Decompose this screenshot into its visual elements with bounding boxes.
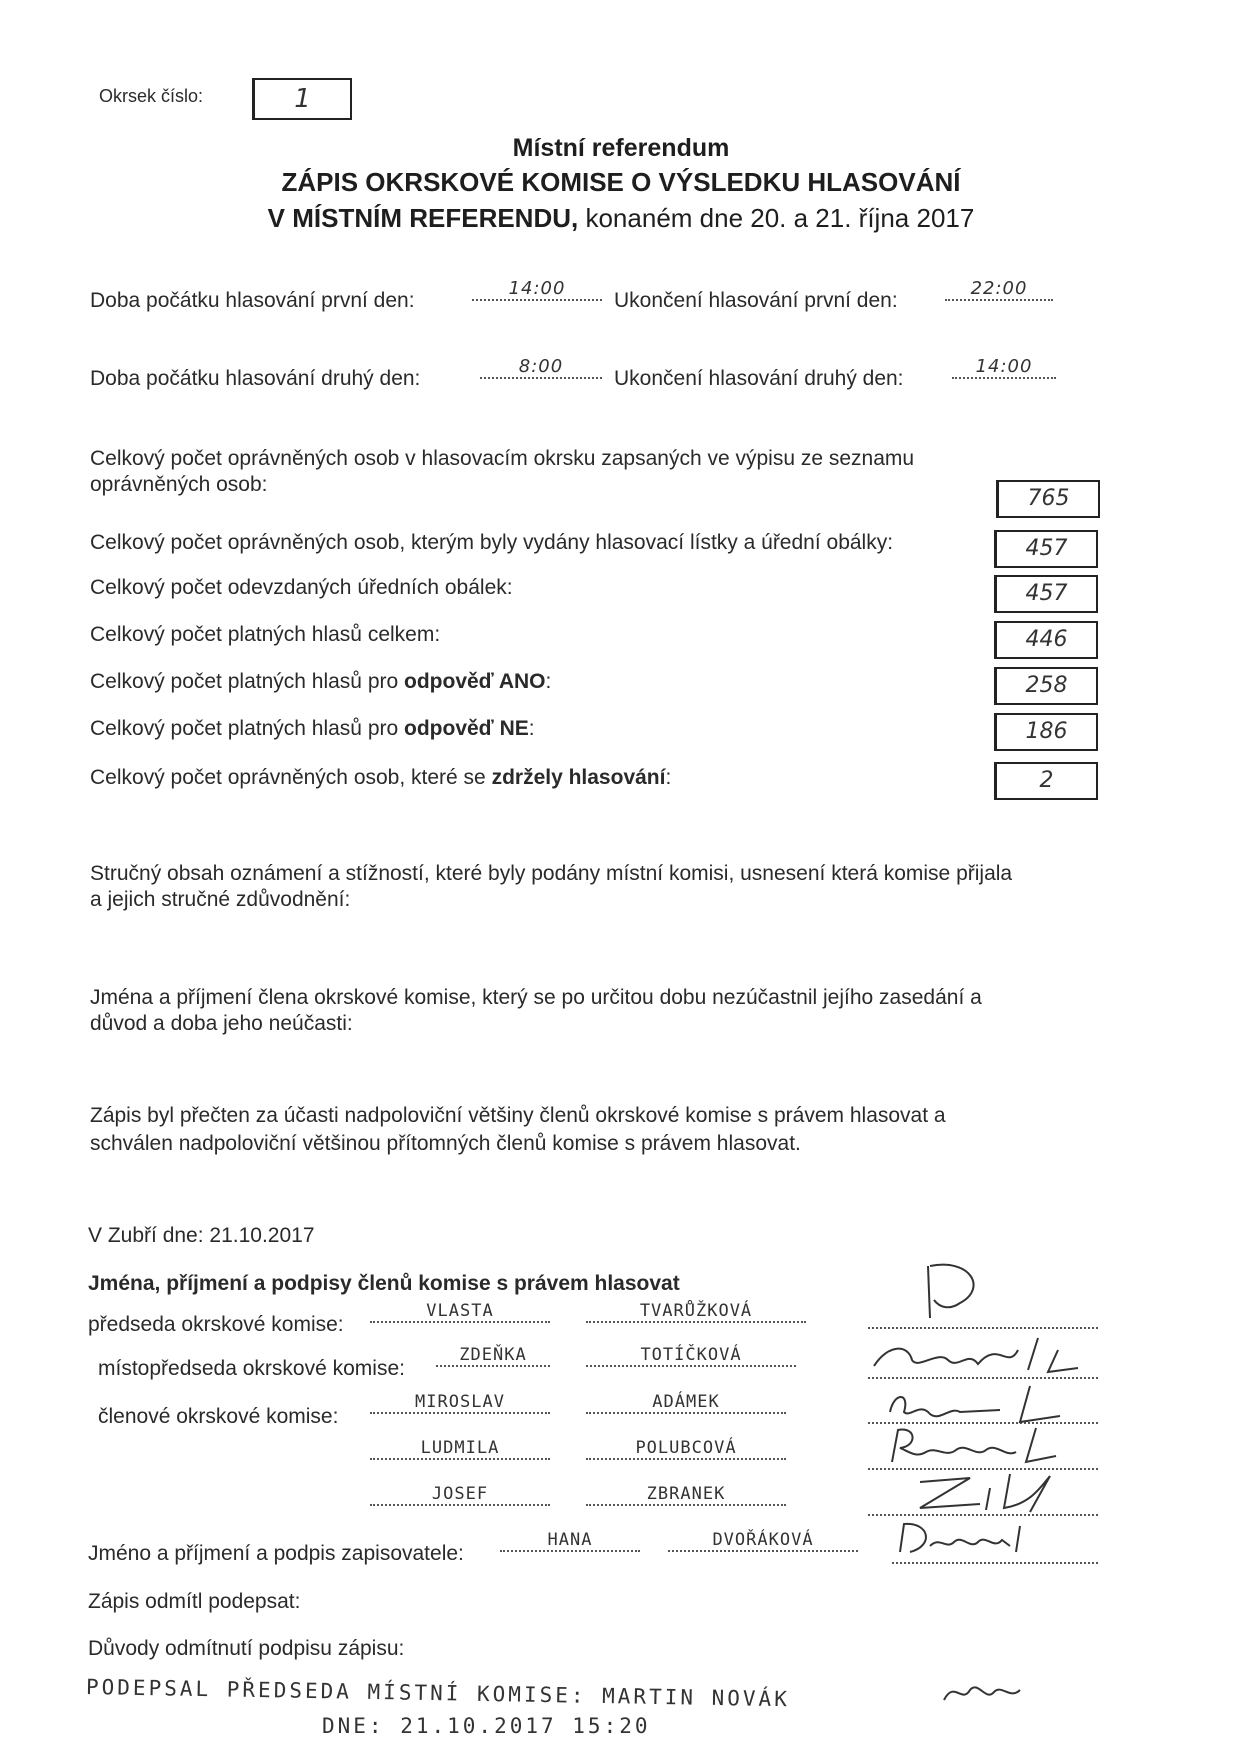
chair-signature: [920, 1258, 1000, 1328]
end-day2-value: 14:00: [952, 356, 1056, 379]
recorder-signature: [890, 1516, 1040, 1560]
okrsek-label: Okrsek číslo:: [99, 86, 204, 106]
member1-first-name: MIROSLAV: [370, 1392, 550, 1414]
recorder-label: Jméno a příjmení a podpis zapisovatele:: [88, 1542, 464, 1565]
issued-label: Celkový počet oprávněných osob, kterým byly vydány hlasovací lístky a úřední obálky:: [90, 531, 894, 554]
recorder-first-name: HANA: [500, 1530, 640, 1552]
abstain-label: [90, 766, 671, 790]
yes-label-pre: Celkový počet platných hlasů pro: [90, 670, 405, 693]
title-date: [0, 203, 1242, 234]
no-label-bold: odpověď NE: [404, 717, 529, 740]
complaints-line1: Stručný obsah oznámení a stížností, které byly podány místní komisi, usnesení která komise přijala: [90, 862, 1013, 885]
yes-label-post: :: [545, 670, 552, 693]
vice-label: místopředseda okrskové komise:: [98, 1357, 405, 1380]
member1-signature: [880, 1382, 1080, 1426]
yes-count-box: 258: [994, 667, 1098, 705]
abstain-label-post: :: [665, 766, 672, 789]
complaints-line2: a jejich stručné zdůvodnění:: [90, 888, 351, 911]
no-label-post: :: [528, 717, 535, 740]
abstain-label-bold: zdržely hlasování: [491, 766, 666, 789]
refuse-label: Zápis odmítl podepsat:: [88, 1590, 301, 1613]
recorder-signature-line: [892, 1560, 1098, 1564]
end-day1-value: 22:00: [945, 278, 1053, 301]
member3-signature: [900, 1468, 1070, 1518]
abstain-label-pre: Celkový počet oprávněných osob, které se: [90, 766, 492, 789]
member2-signature: [886, 1422, 1086, 1472]
title-date-rest: konaném dne 20. a 21. října 2017: [578, 203, 975, 233]
title-date-bold: V MÍSTNÍM REFERENDU,: [267, 203, 579, 233]
members-heading: Jména, příjmení a podpisy členů komise s právem hlasovat: [88, 1272, 680, 1295]
member2-first-name: LUDMILA: [370, 1438, 550, 1460]
start-day1-label: Doba počátku hlasování první den:: [90, 289, 415, 312]
member2-last-name: POLUBCOVÁ: [586, 1438, 786, 1460]
chair-first-name: VLASTA: [370, 1301, 550, 1323]
title-record: ZÁPIS OKRSKOVÉ KOMISE O VÝSLEDKU HLASOVÁNÍ: [281, 167, 961, 197]
chair-last-name: TVARŮŽKOVÁ: [586, 1301, 806, 1323]
absent-line2: důvod a doba jeho neúčasti:: [90, 1012, 353, 1035]
start-day1-value: 14:00: [472, 278, 602, 301]
start-day2-label: Doba počátku hlasování druhý den:: [90, 367, 421, 390]
member1-last-name: ADÁMEK: [586, 1392, 786, 1414]
member3-last-name: ZBRANEK: [586, 1484, 786, 1506]
chair-label: předseda okrskové komise:: [88, 1313, 344, 1336]
issued-count-box: 457: [994, 530, 1098, 568]
handwritten-note-line1: PODEPSAL PŘEDSEDA MÍSTNÍ KOMISE: MARTIN NOVÁK: [85, 1675, 791, 1712]
vice-first-name: ZDEŇKA: [436, 1345, 550, 1367]
member3-first-name: JOSEF: [370, 1484, 550, 1506]
read-line1: Zápis byl přečten za účasti nadpoloviční většiny členů okrskové komise s právem hlasovat a: [90, 1104, 946, 1127]
place-date: V Zubří dne: 21.10.2017: [88, 1224, 315, 1247]
vice-last-name: TOTÍČKOVÁ: [586, 1345, 796, 1367]
yes-label: [90, 670, 551, 694]
end-day2-label: Ukončení hlasování druhý den:: [614, 367, 904, 390]
okrsek-number-box: 1: [252, 78, 352, 120]
no-count-box: 186: [994, 713, 1098, 751]
handwritten-note-line2: DNE: 21.10.2017 15:20: [322, 1714, 651, 1738]
no-label-pre: Celkový počet platných hlasů pro: [90, 717, 405, 740]
eligible-label-line2: oprávněných osob:: [90, 473, 268, 496]
no-label: [90, 717, 535, 741]
abstain-count-box: 2: [994, 762, 1098, 800]
yes-label-bold: odpověď ANO: [404, 670, 546, 693]
note-signature: [940, 1676, 1030, 1706]
vice-signature: [868, 1330, 1098, 1380]
recorder-last-name: DVOŘÁKOVÁ: [668, 1530, 858, 1552]
absent-line1: Jména a příjmení člena okrskové komise, který se po určitou dobu nezúčastnil jejího zasedání a: [90, 986, 982, 1009]
eligible-label-line1: Celkový počet oprávněných osob v hlasovacím okrsku zapsaných ve výpisu ze seznamu: [90, 447, 915, 470]
envelopes-count-box: 457: [994, 575, 1098, 613]
members-label: členové okrskové komise:: [98, 1405, 339, 1428]
end-day1-label: Ukončení hlasování první den:: [614, 289, 898, 312]
eligible-count-box: 765: [996, 480, 1100, 518]
valid-label: Celkový počet platných hlasů celkem:: [90, 623, 441, 646]
envelopes-label: Celkový počet odevzdaných úředních obálek:: [90, 576, 513, 599]
read-line2: schválen nadpoloviční většinou přítomných členů komise s právem hlasovat.: [90, 1132, 801, 1155]
valid-count-box: 446: [994, 621, 1098, 659]
title-referendum: Místní referendum: [512, 134, 730, 162]
start-day2-value: 8:00: [480, 356, 602, 379]
refuse-reasons-label: Důvody odmítnutí podpisu zápisu:: [88, 1637, 405, 1660]
